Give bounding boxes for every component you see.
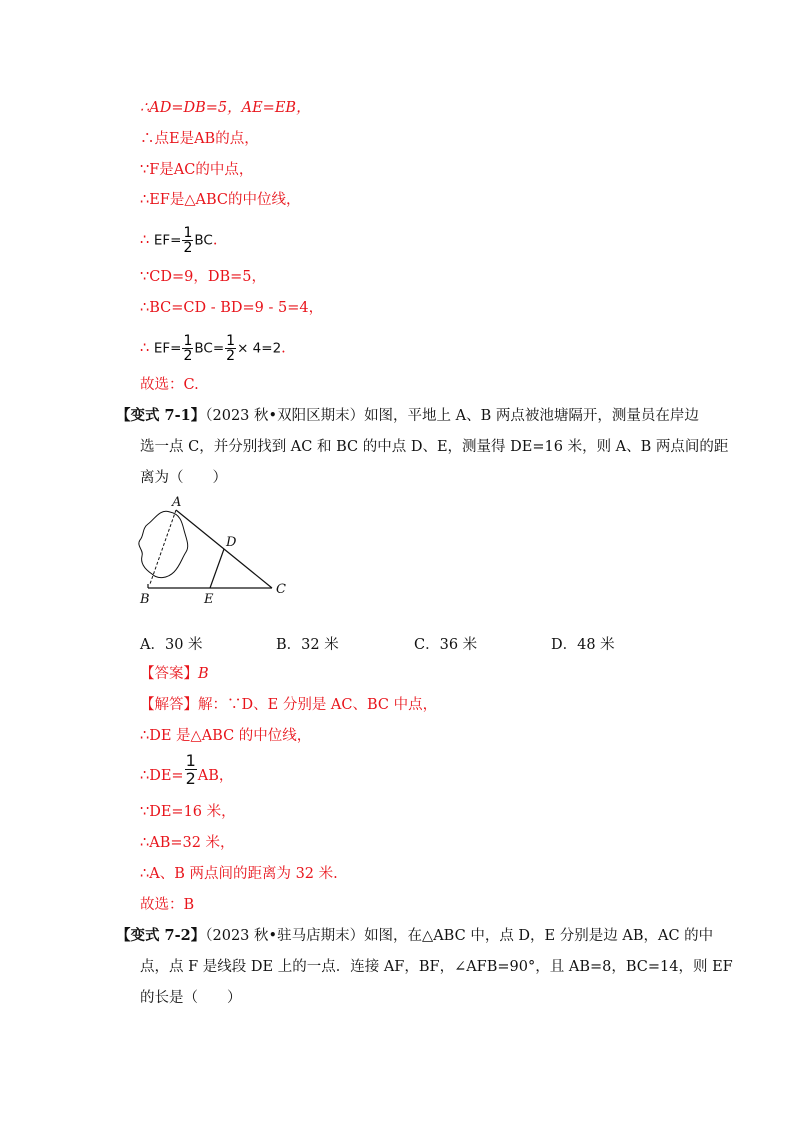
explanation-text: 解：∵D、E 分别是 AC、BC 中点， <box>198 697 438 713</box>
fraction-numerator: 1 <box>226 333 236 349</box>
question-text: （2023 秋•双阳区期末）如图，平地上 A、B 两点被池塘隔开，测量员在岸边 <box>205 408 699 424</box>
formula-text: BC <box>194 232 213 249</box>
fraction <box>185 752 197 787</box>
fraction <box>225 334 236 363</box>
fraction-denominator: 2 <box>185 769 196 788</box>
fraction-denominator: 2 <box>226 348 236 364</box>
question-7-1-line3: 离为（ ） <box>140 470 227 486</box>
formula-text: EF= <box>153 232 182 249</box>
solution-line: ∵F是AC的中点， <box>140 162 254 178</box>
formula-text: BC= <box>194 340 225 357</box>
therefore-symbol: ∴ <box>140 232 150 249</box>
solution-line: ∵CD=9，DB=5， <box>140 269 266 285</box>
fraction <box>182 334 193 363</box>
question-7-1-line2: 选一点 C，并分别找到 AC 和 BC 的中点 D、E，测量得 DE=16 米，则 A、B 两点间的距 <box>140 439 729 455</box>
question-text: （2023 秋•驻马店期末）如图，在△ABC 中，点 D，E 分别是边 AB，AC 的中 <box>205 928 714 944</box>
question-7-2-line3: 的长是（ ） <box>140 990 242 1006</box>
answer-block <box>140 664 209 684</box>
formula-text: EF= <box>153 340 182 357</box>
question-tag: 【变式 7-1】 <box>116 407 206 424</box>
question-tag: 【变式 7-2】 <box>116 927 206 944</box>
label-c: C <box>276 582 286 597</box>
triangle-pond-figure <box>130 490 300 608</box>
formula-text: AB， <box>197 768 234 784</box>
explanation-line <box>140 695 437 715</box>
label-d: D <box>226 535 237 550</box>
formula-text: × 4=2 <box>237 340 282 357</box>
formula-de-half-ab <box>140 752 233 787</box>
explanation-tag: 【解答】 <box>140 697 198 713</box>
option-d[interactable]: D．48 米 <box>551 637 615 653</box>
solution-line: ∵DE=16 米， <box>140 804 236 820</box>
fraction-numerator: 1 <box>183 333 193 349</box>
option-b[interactable]: B．32 米 <box>276 637 339 653</box>
segment-ab-dashed <box>150 510 176 584</box>
fraction-numerator: 1 <box>183 225 193 241</box>
question-7-2-line2: 点，点 F 是线段 DE 上的一点．连接 AF，BF，∠AFB=90°，且 AB=8，BC=14，则 EF <box>140 959 733 975</box>
solution-line: ∴点E是AB的点， <box>140 131 259 147</box>
option-a[interactable]: A．30 米 <box>140 637 203 653</box>
period: . <box>281 340 286 357</box>
answer-value: B <box>198 666 209 682</box>
fraction-denominator: 2 <box>183 348 193 364</box>
fraction <box>182 226 193 255</box>
answer-line: 故选：C. <box>140 377 199 393</box>
question-7-2-line1 <box>116 926 713 946</box>
period: . <box>212 232 218 249</box>
segment-de <box>210 549 224 588</box>
solution-line: ∴A、B 两点间的距离为 32 米. <box>140 866 338 882</box>
formula-text: ∴DE= <box>140 768 184 784</box>
therefore-symbol: ∴ <box>140 340 150 357</box>
label-b: B <box>140 592 150 607</box>
solution-line: ∴DE 是△ABC 的中位线， <box>140 728 312 744</box>
answer-line: 故选：B <box>140 897 195 913</box>
solution-line: ∴BC=CD - BD=9 - 5=4， <box>140 300 324 316</box>
fraction-numerator: 1 <box>185 751 196 770</box>
label-e: E <box>204 592 214 607</box>
fraction-denominator: 2 <box>183 240 193 256</box>
formula-ef-half-bc <box>140 226 217 255</box>
solution-line: ∴AD=DB=5，AE=EB， <box>140 100 311 116</box>
question-7-1-line1 <box>116 406 699 426</box>
answer-tag: 【答案】 <box>140 666 198 682</box>
label-a: A <box>172 495 182 510</box>
option-c[interactable]: C．36 米 <box>414 637 478 653</box>
pond-shape <box>139 511 188 577</box>
solution-line: ∴AB=32 米， <box>140 835 235 851</box>
solution-line: ∴EF是△ABC的中位线， <box>140 192 301 208</box>
formula-ef-result <box>140 334 286 363</box>
